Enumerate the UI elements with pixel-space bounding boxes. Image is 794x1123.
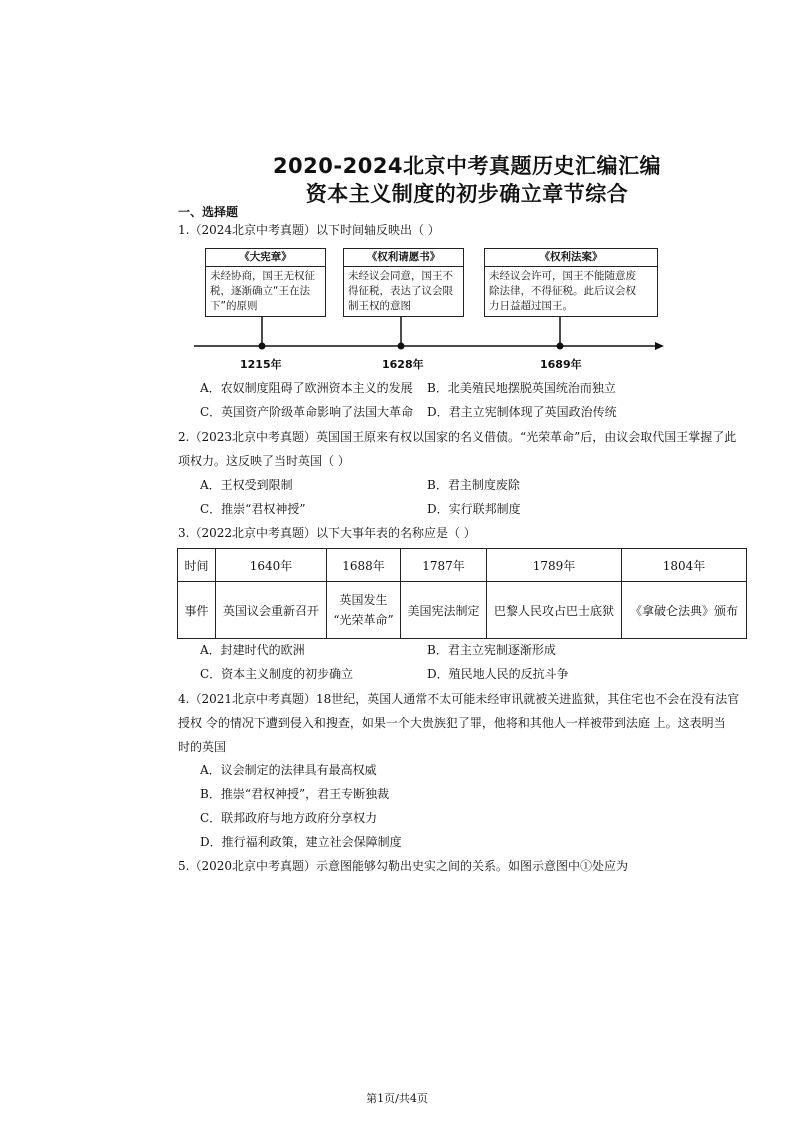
card-text: 除法律，不得征税。此后议会权 — [489, 285, 636, 297]
q2-stem: 项权力。这反映了当时英国（ ） — [178, 454, 350, 468]
q3-option-d[interactable]: D．殖民地人民的反抗斗争 — [427, 667, 569, 681]
table-cell: 时间 — [178, 549, 216, 582]
card-title: 《权利请愿书》 — [344, 249, 463, 267]
card-text: 得征税，表达了议会限 — [348, 285, 453, 297]
card-text: 未经议会同意，国王不 — [348, 270, 453, 282]
table-cell: 事件 — [178, 582, 216, 639]
card-text: 制王权的意图 — [348, 300, 411, 312]
timeline-card-bill-of-rights — [484, 248, 658, 317]
timeline-axis — [0, 0, 794, 400]
table-cell: 1804年 — [622, 549, 747, 582]
q3-option-a[interactable]: A．封建时代的欧洲 — [200, 643, 305, 657]
q4-option-c[interactable]: C．联邦政府与地方政府分享权力 — [200, 811, 378, 825]
q1-option-d[interactable]: D．君主立宪制体现了英国政治传统 — [427, 405, 617, 419]
section-heading: 一、选择题 — [178, 205, 239, 219]
cell-line: “光荣革命” — [333, 613, 394, 627]
cell-line: 英国发生 — [339, 593, 388, 607]
q2-option-d[interactable]: D．实行联邦制度 — [427, 502, 521, 516]
q1-option-b[interactable]: B．北美殖民地摆脱英国统治而独立 — [427, 381, 616, 395]
table-cell: 美国宪法制定 — [401, 582, 487, 639]
q3-stem: 3.（2022北京中考真题）以下大事年表的名称应是（ ） — [178, 526, 476, 540]
q1-option-a[interactable]: A．农奴制度阻碍了欧洲资本主义的发展 — [200, 381, 413, 395]
timeline-card-magna-carta — [205, 248, 326, 317]
q4-option-a[interactable]: A．议会制定的法律具有最高权威 — [200, 763, 377, 777]
q2-option-a[interactable]: A．王权受到限制 — [200, 478, 293, 492]
page-number: 第1页/共4页 — [366, 1092, 428, 1105]
q5-stem: 5.（2020北京中考真题）示意图能够勾勒出史实之间的关系。如图示意图中①处应为 — [178, 859, 628, 873]
table-cell: 巴黎人民攻占巴士底狱 — [487, 582, 622, 639]
year-label: 1689年 — [540, 358, 582, 371]
card-text: 未经协商，国王无权征 — [210, 270, 315, 282]
q2-option-b[interactable]: B．君主制度废除 — [427, 478, 520, 492]
q4-stem: 4.（2021北京中考真题）18世纪，英国人通常不太可能未经审讯就被关进监狱，其住宅也不会在没有法官 — [178, 692, 740, 706]
q4-stem: 时的英国 — [178, 740, 227, 754]
card-text: 未经议会许可，国王不能随意废 — [489, 270, 636, 282]
table-row — [178, 582, 747, 639]
timeline-card-petition-of-right — [343, 248, 464, 317]
q1-stem: 1.（2024北京中考真题）以下时间轴反映出（ ） — [178, 223, 440, 237]
q2-option-c[interactable]: C．推崇“君权神授” — [200, 502, 306, 516]
q3-option-c[interactable]: C．资本主义制度的初步确立 — [200, 667, 354, 681]
card-title: 《大宪章》 — [206, 249, 325, 267]
card-text: 力日益超过国王。 — [489, 300, 573, 312]
table-cell — [327, 582, 401, 639]
table-cell: 英国议会重新召开 — [216, 582, 327, 639]
q4-option-d[interactable]: D．推行福利政策，建立社会保障制度 — [200, 835, 402, 849]
table-cell: 1789年 — [487, 549, 622, 582]
table-cell: 1688年 — [327, 549, 401, 582]
card-text: 下”的原则 — [210, 300, 258, 312]
page-title: 2020-2024北京中考真题历史汇编汇编 — [272, 154, 662, 178]
q3-option-b[interactable]: B．君主立宪制逐渐形成 — [427, 643, 556, 657]
year-label: 1628年 — [382, 358, 424, 371]
event-table — [177, 548, 747, 639]
q4-stem: 授权 令的情况下遭到侵入和搜查，如果一个大贵族犯了罪，他将和其他人一样被带到法庭 上。这表明当 — [178, 716, 726, 730]
card-text: 税，逐渐确立“王在法 — [210, 285, 310, 297]
q2-stem: 2.（2023北京中考真题）英国国王原来有权以国家的名义借债。“光荣革命”后，由议会取代国王掌握了此 — [178, 430, 737, 444]
page-subtitle: 资本主义制度的初步确立章节综合 — [305, 182, 629, 206]
card-title: 《权利法案》 — [485, 249, 657, 267]
table-cell: 《拿破仑法典》颁布 — [622, 582, 747, 639]
q4-option-b[interactable]: B．推崇“君权神授”，君王专断独裁 — [200, 787, 390, 801]
table-cell: 1787年 — [401, 549, 487, 582]
table-row — [178, 549, 747, 582]
q1-option-c[interactable]: C．英国资产阶级革命影响了法国大革命 — [200, 405, 414, 419]
table-cell: 1640年 — [216, 549, 327, 582]
year-label: 1215年 — [240, 358, 282, 371]
